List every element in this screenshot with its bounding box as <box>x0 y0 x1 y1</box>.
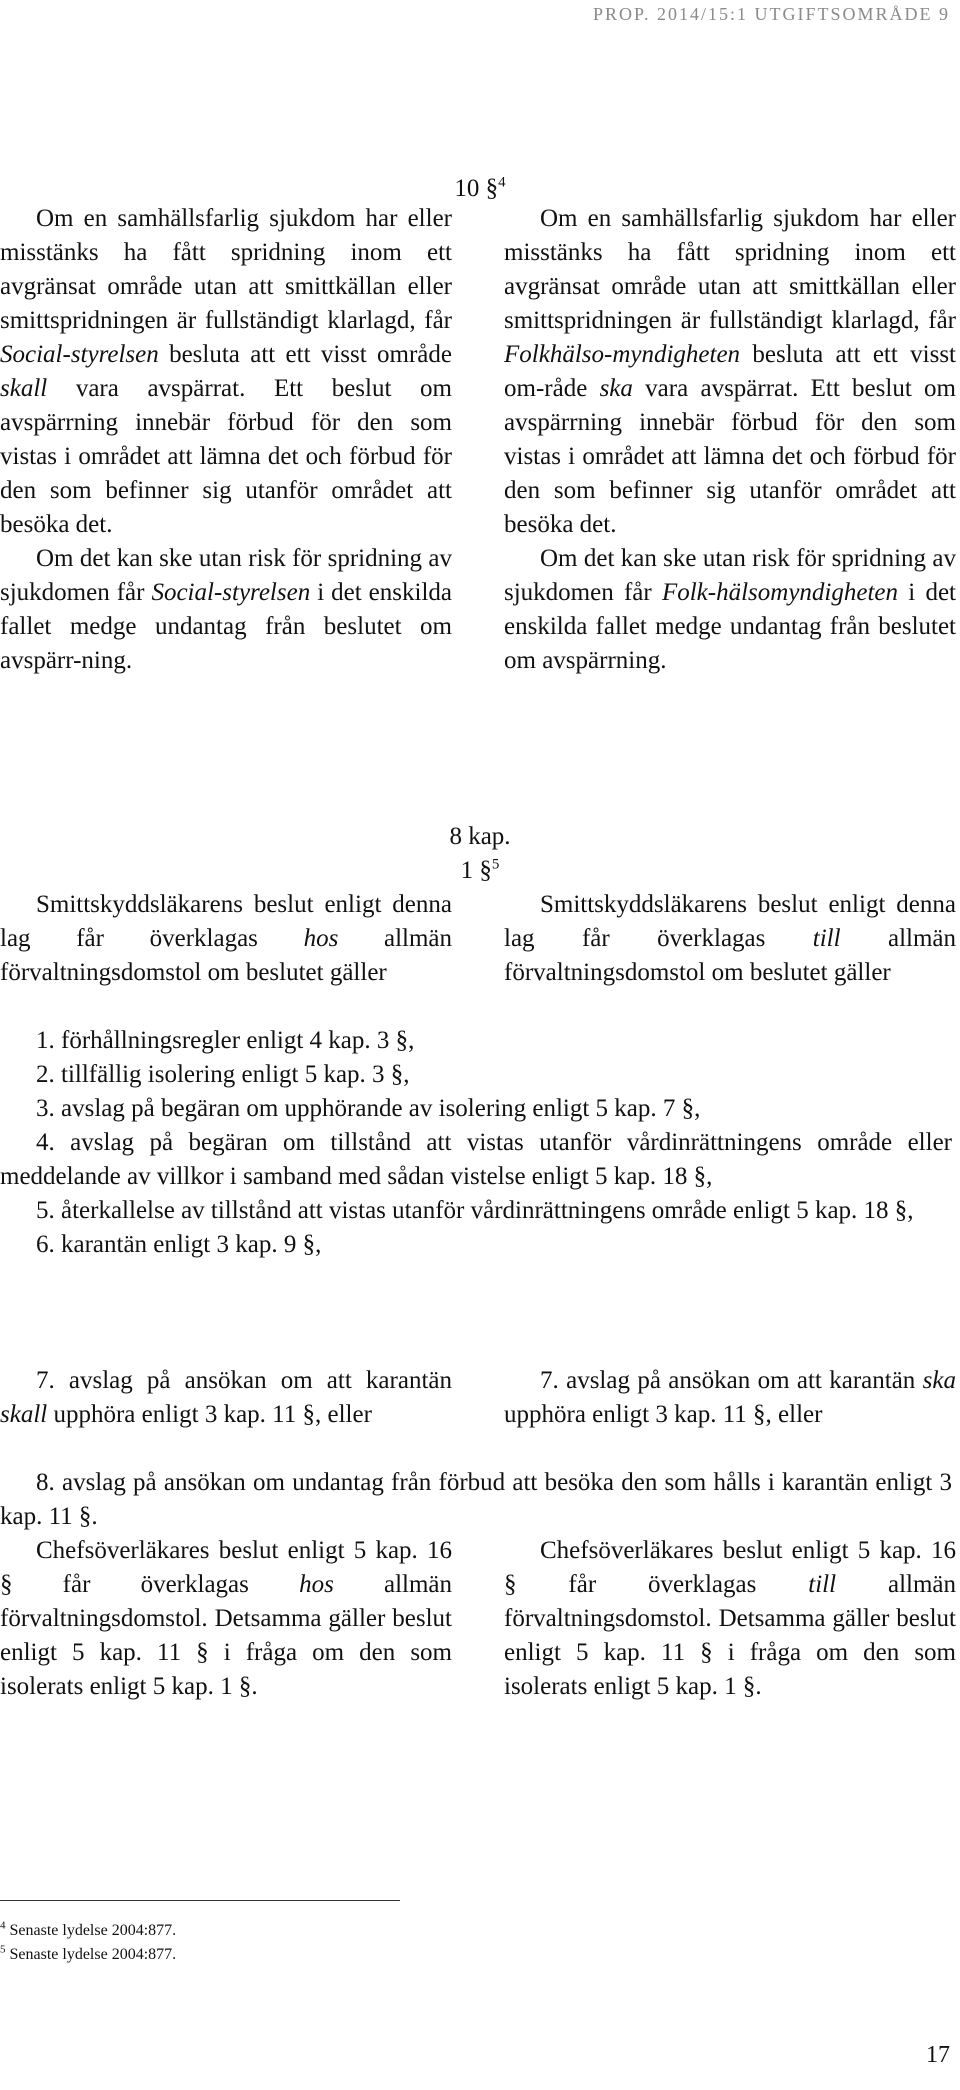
old-chief-physician-text <box>0 1534 452 1704</box>
old-text-block-10 <box>0 202 452 678</box>
list-item: 7. avslag på ansökan om att karantän ska upphöra enligt 3 kap. 11 §, eller <box>504 1367 956 1428</box>
new-chief-physician-text <box>504 1534 956 1704</box>
old-item-7 <box>0 1364 452 1432</box>
chapter-heading: 8 kap. <box>449 823 511 850</box>
new-item-7 <box>504 1364 956 1432</box>
old-paragraph: Chefsöverläkares beslut enligt 5 kap. 16 § får överklagas hos allmän förvaltningsdomstol. Detsamma gäller beslut enligt 5 kap. 11 § i fråga om den som isolerats enligt 5 kap. 1 §. <box>0 1537 452 1700</box>
old-paragraph: Om en samhällsfarlig sjukdom har eller misstänks ha fått spridning inom ett avgränsat område utan att smittkällan eller smittspridningen är fullständigt klarlagd, får Social-styrelsen besluta att ett visst område skall vara avspärrat. Ett beslut om avspärrning innebär förbud för den som vistas i området att lämna det och förbud för den som befinner sig utanför området att besöka det. <box>0 205 452 538</box>
old-paragraph: Smittskyddsläkarens beslut enligt denna lag får överklagas hos allmän förvaltningsdomstol om beslutet gäller <box>0 891 453 986</box>
list-item: 2. tillfällig isolering enligt 5 kap. 3 §, <box>36 1061 410 1088</box>
list-item: 3. avslag på begäran om upphörande av isolering enligt 5 kap. 7 §, <box>36 1095 701 1122</box>
new-paragraph: Om det kan ske utan risk för spridning av sjukdomen får Folk-hälsomyndigheten i det enskilda fallet medge undantag från beslutet om avspärrning. <box>504 545 956 674</box>
list-item: 6. karantän enligt 3 kap. 9 §, <box>36 1231 322 1258</box>
list-item: 4. avslag på begäran om tillstånd att vistas utanför vårdinrättningens område eller meddelande av villkor i samband med sådan vistelse enligt 5 kap. 18 §, <box>0 1129 952 1190</box>
new-paragraph: Smittskyddsläkarens beslut enligt denna lag får överklagas till allmän förvaltningsdomstol om beslutet gäller <box>504 891 957 986</box>
list-item: 1. förhållningsregler enligt 4 kap. 3 §, <box>36 1027 415 1054</box>
new-text-block-10 <box>504 202 956 678</box>
common-list <box>0 1024 952 1262</box>
section-heading-1 <box>380 854 580 888</box>
footnote: $^4$ Senaste lydelse 2004:877. <box>0 1919 177 1939</box>
page-number: 17 <box>926 2042 950 2068</box>
footnote-divider <box>0 1900 400 1901</box>
section-heading-10 <box>380 172 580 206</box>
new-paragraph: Chefsöverläkares beslut enligt 5 kap. 16 § får överklagas till allmän förvaltningsdomstol. Detsamma gäller beslut enligt 5 kap. 11 § i fråga om den som isolerats enligt 5 kap. 1 §. <box>504 1537 956 1700</box>
footnote: $^5$ Senaste lydelse 2004:877. <box>0 1943 177 1963</box>
list-item: 7. avslag på ansökan om att karantän skall upphöra enligt 3 kap. 11 §, eller <box>0 1367 452 1428</box>
list-item: 5. återkallelse av tillstånd att vistas utanför vårdinrättningens område enligt 5 kap. 18 §, <box>36 1197 914 1224</box>
section-number: 10 § <box>454 175 499 202</box>
common-item-8 <box>0 1466 952 1534</box>
running-head: PROP. 2014/15:1 UTGIFTSOMRÅDE 9 <box>592 4 950 24</box>
new-paragraph: Om en samhällsfarlig sjukdom har eller misstänks ha fått spridning inom ett avgränsat område utan att smittkällan eller smittspridningen är fullständigt klarlagd, får Folkhälso-myndigheten besluta att ett visst om-råde ska vara avspärrat. Ett beslut om avspärrning innebär förbud för den som vistas i området att lämna det och förbud för den som befinner sig utanför området att besöka det. <box>504 205 956 538</box>
new-appeal-text <box>504 888 956 990</box>
section-number: 1 § <box>460 857 492 884</box>
footnote-ref-4: 4 <box>498 174 506 191</box>
footnote-ref-5: 5 <box>491 856 500 873</box>
old-appeal-text <box>0 888 452 990</box>
old-paragraph: Om det kan ske utan risk för spridning av sjukdomen får Social-styrelsen i det enskilda fallet medge undantag från beslutet om avspärr-ning. <box>0 545 452 674</box>
list-item: 8. avslag på ansökan om undantag från förbud att besöka den som hålls i karantän enligt 3 kap. 11 §. <box>0 1469 952 1530</box>
